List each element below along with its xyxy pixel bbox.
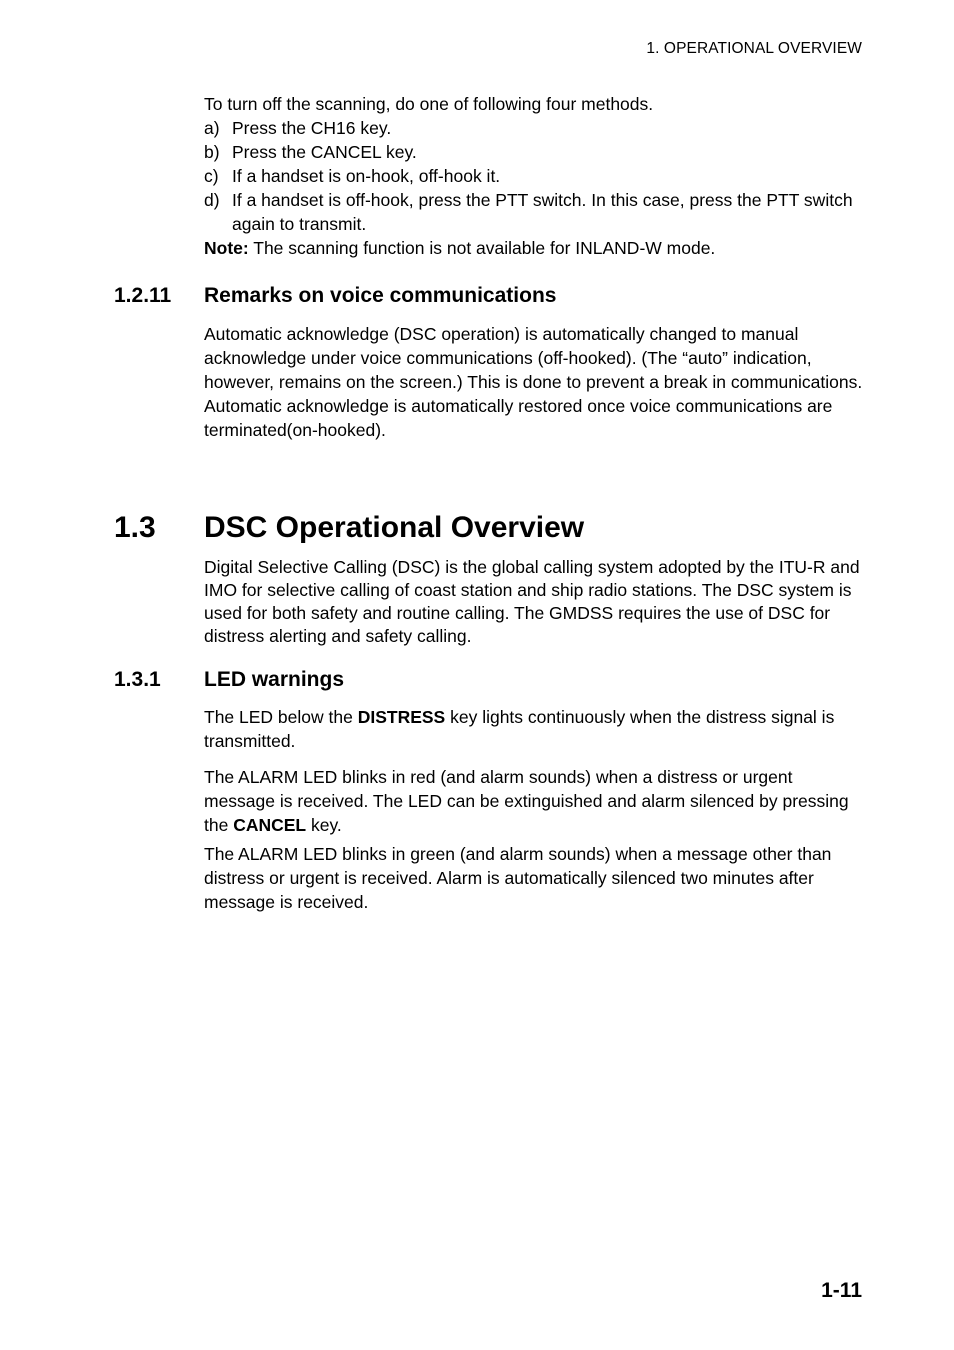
list-item: [204, 164, 864, 188]
section-1-2-11-body: [204, 322, 864, 442]
text-run: The ALARM LED blinks in red (and alarm sounds) when a distress or urgent message is received. The LED can be extinguished and alarm silenced by pressing the: [204, 767, 849, 835]
paragraph: Digital Selective Calling (DSC) is the global calling system adopted by the ITU-R and IMO for selective calling of coast station and ship radio stations. The DSC system is used for both safety and routine calling. The GMDSS requires the use of DSC for distress alerting and safety calling.: [204, 557, 860, 646]
list-text: Press the CH16 key.: [232, 118, 392, 138]
list-marker: b): [204, 142, 220, 162]
paragraph: [204, 705, 864, 753]
key-name: CANCEL: [233, 815, 307, 835]
text-run: key lights continuously when the distress signal is transmitted.: [204, 707, 835, 751]
list-text: Press the CANCEL key.: [232, 142, 417, 162]
section-number: 1.2.11: [114, 284, 172, 307]
section-number: 1.3: [114, 511, 156, 544]
list-item: [204, 188, 864, 236]
text-run: The LED below the: [204, 707, 358, 727]
list-text: If a handset is on-hook, off-hook it.: [232, 166, 501, 186]
page-number: 1-11: [821, 1279, 862, 1302]
note-text: The scanning function is not available for INLAND-W mode.: [248, 238, 716, 258]
list-marker: c): [204, 166, 219, 186]
list-text: If a handset is off-hook, press the PTT switch. In this case, press the PTT switch again to transmit.: [232, 190, 853, 234]
paragraph: The ALARM LED blinks in green (and alarm sounds) when a message other than distress or urgent is received. Alarm is automatically silenced two minutes after message is received.: [204, 844, 832, 912]
list-marker: d): [204, 190, 220, 210]
running-header: 1. OPERATIONAL OVERVIEW: [646, 40, 862, 57]
scan-off-intro: To turn off the scanning, do one of following four methods.: [204, 94, 654, 114]
section-number: 1.3.1: [114, 668, 161, 691]
list-item: [204, 140, 864, 164]
section-heading-1-3: [114, 511, 584, 545]
paragraph: Automatic acknowledge (DSC operation) is automatically changed to manual acknowledge under voice communications (off-hooked). (The “auto” indication, however, remains on the screen.) This is done to prevent a break in communications.: [204, 324, 863, 392]
list-marker: a): [204, 118, 220, 138]
note-label: Note:: [204, 238, 249, 258]
section-1-3-body: [204, 556, 866, 648]
section-title: LED warnings: [204, 668, 345, 691]
paragraph: [204, 765, 864, 837]
section-title: Remarks on voice communications: [204, 284, 557, 307]
section-heading-1-2-11: [114, 284, 556, 308]
section-heading-1-3-1: [114, 668, 344, 692]
section-title: DSC Operational Overview: [204, 511, 585, 544]
list-item: [204, 116, 864, 140]
key-name: DISTRESS: [357, 707, 446, 727]
scan-off-block: [204, 92, 864, 260]
text-run: key.: [306, 815, 342, 835]
scan-note: [204, 236, 864, 260]
paragraph: Automatic acknowledge is automatically restored once voice communications are terminated(on-hooked).: [204, 396, 833, 440]
section-1-3-1-body: [204, 705, 864, 914]
